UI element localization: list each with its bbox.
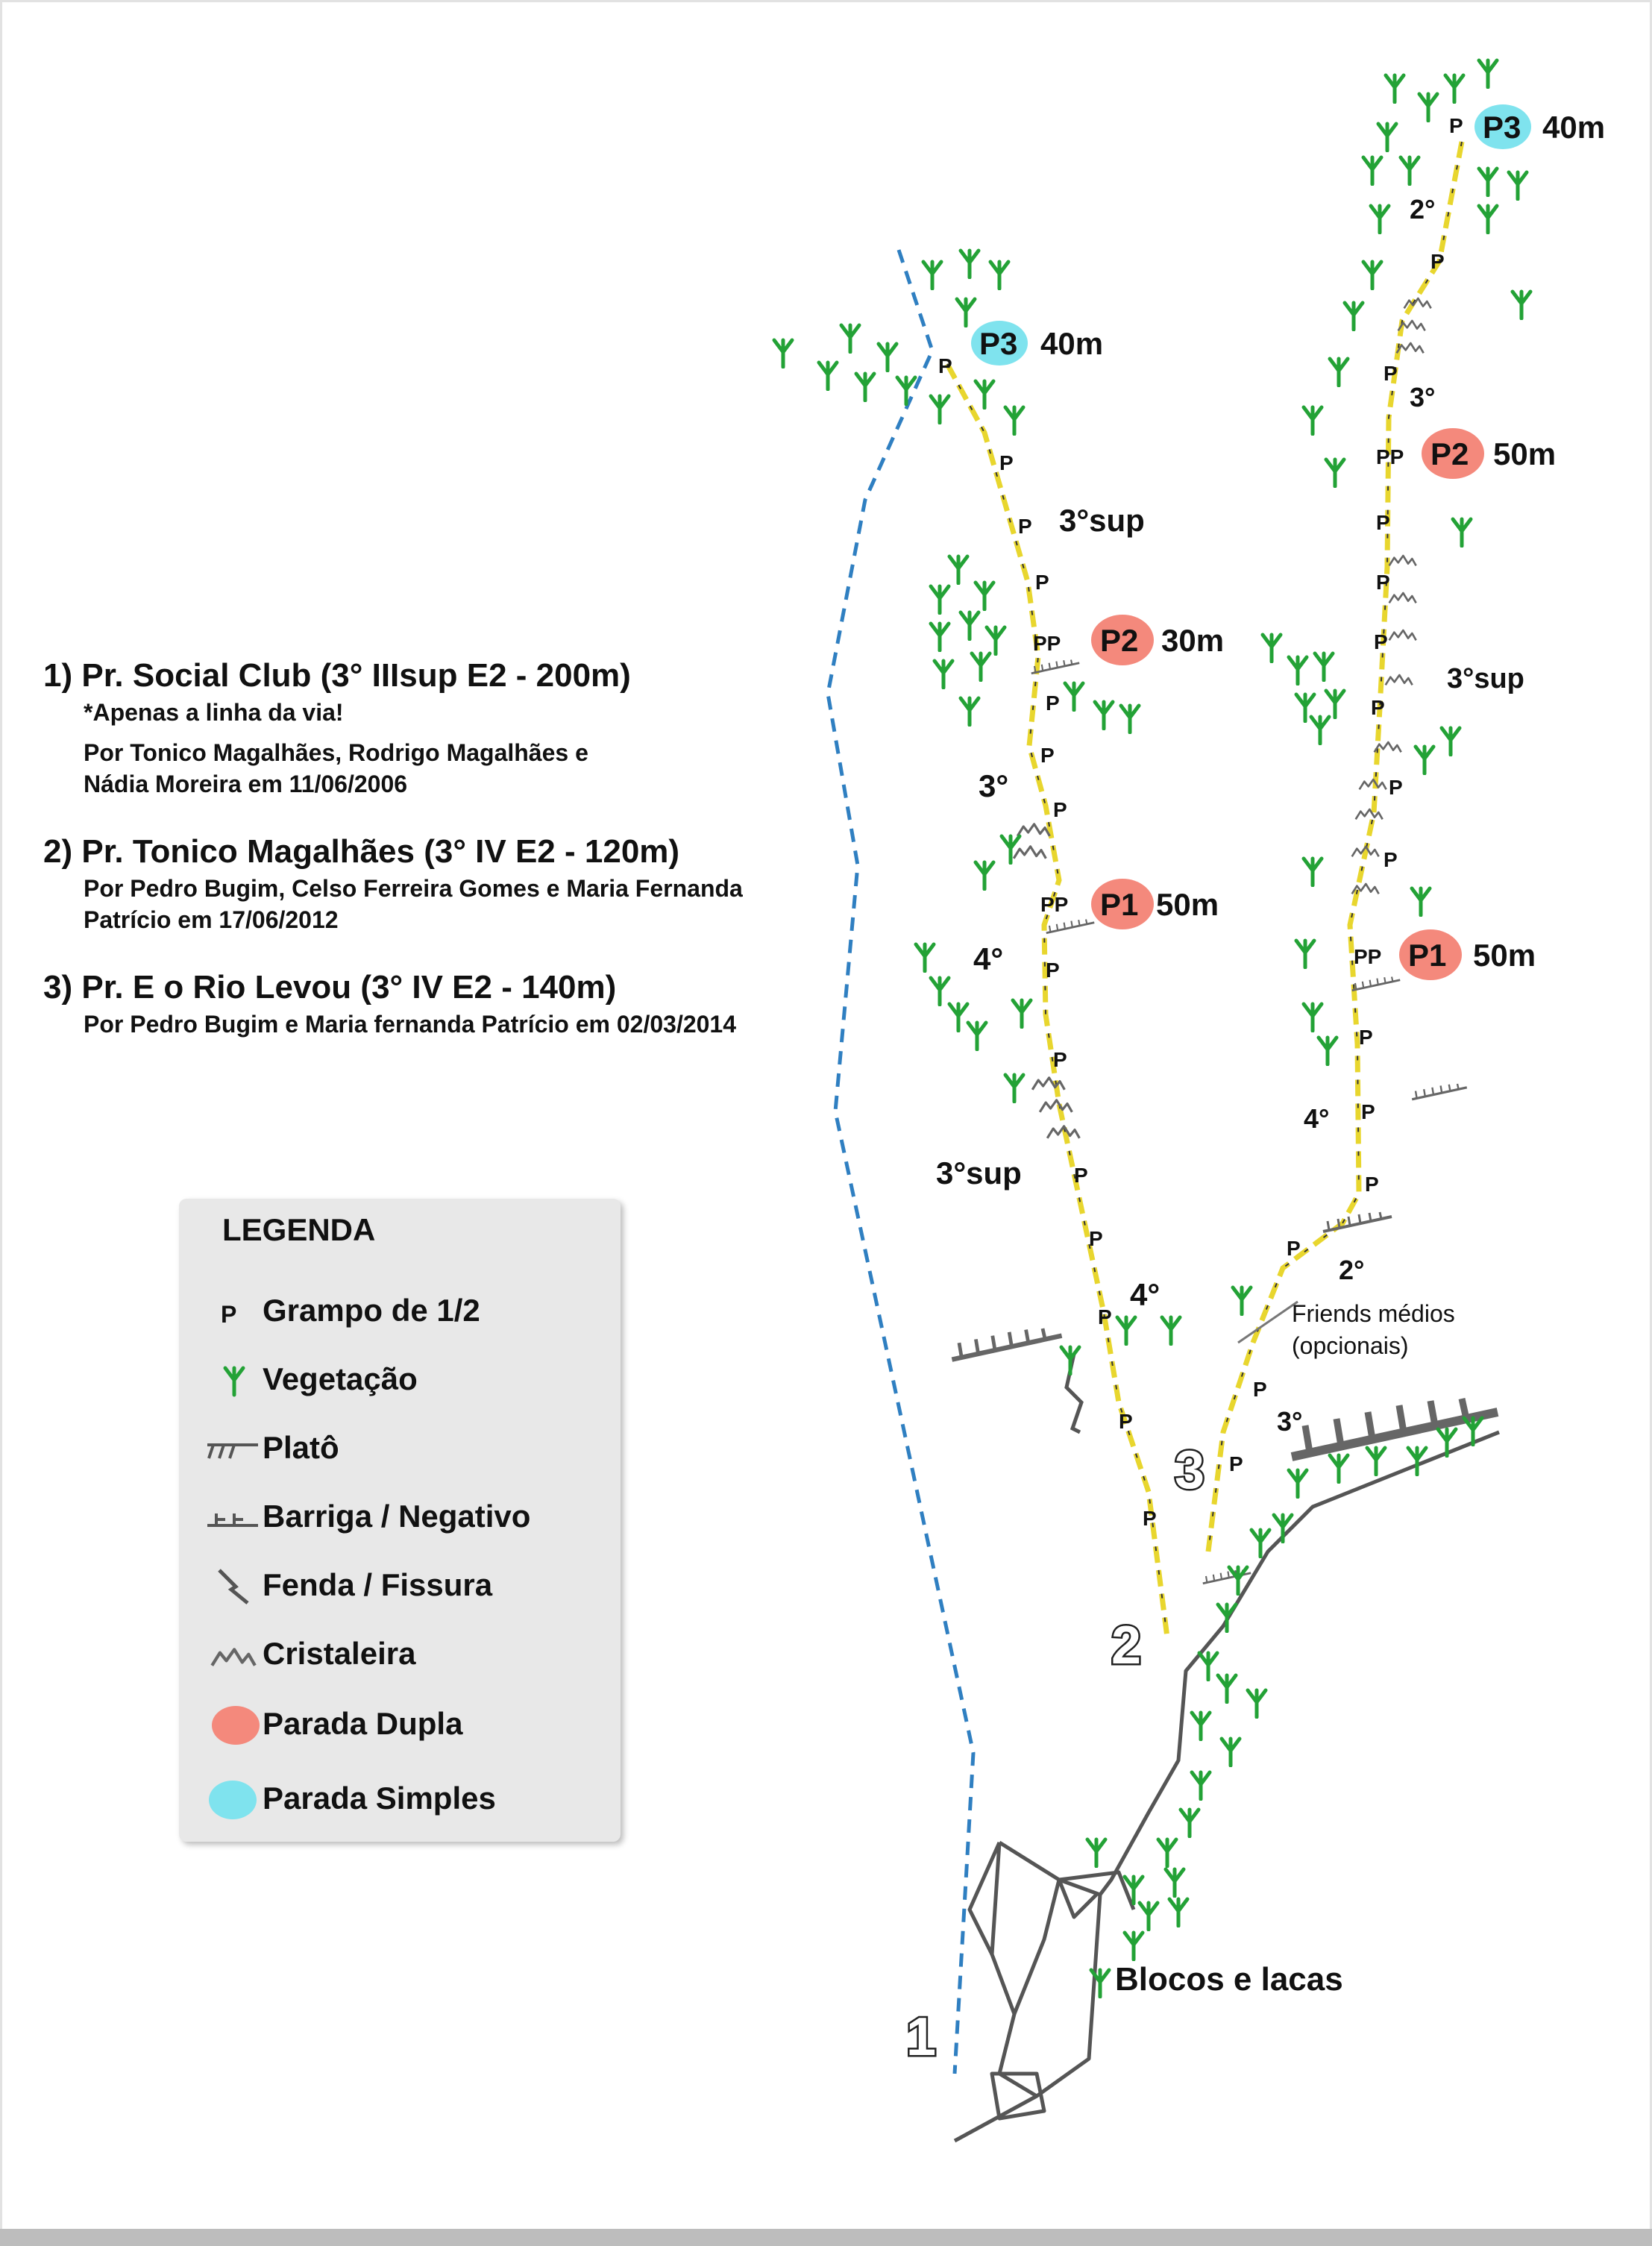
bottom-bar	[0, 2229, 1652, 2246]
plateau-icon	[201, 1427, 261, 1472]
svg-text:P: P	[1287, 1237, 1301, 1260]
route-1-title: 1) Pr. Social Club (3° IIIsup E2 - 200m)	[43, 657, 631, 694]
legend-label: Platô	[263, 1430, 339, 1465]
svg-text:P: P	[1229, 1452, 1243, 1475]
friends-note-line2: (opcionais)	[1292, 1332, 1409, 1359]
grade-label: 3°	[1277, 1406, 1303, 1437]
belay-name: P2	[1100, 623, 1139, 658]
plateau-mark	[1323, 1212, 1392, 1232]
svg-text:P: P	[999, 451, 1014, 474]
legend-item-vegetation	[179, 1351, 621, 1411]
svg-text:P: P	[1040, 744, 1055, 767]
svg-text:PP: PP	[1376, 445, 1404, 468]
legend-label: Grampo de 1/2	[263, 1293, 480, 1328]
belay-name: P1	[1408, 938, 1447, 973]
svg-text:P: P	[1384, 362, 1398, 385]
belay-name: P2	[1430, 436, 1469, 471]
grade-label: 4°	[1130, 1277, 1161, 1312]
grade-label: 4°	[1304, 1103, 1330, 1134]
svg-text:P: P	[1119, 1410, 1133, 1433]
svg-text:P: P	[1361, 1100, 1375, 1123]
svg-text:P: P	[1389, 776, 1403, 799]
single-belay-icon	[201, 1778, 261, 1822]
grade-label: 3°sup	[1447, 663, 1524, 694]
grade-label: 2°	[1339, 1255, 1365, 1285]
route-1-date: Nádia Moreira em 11/06/2006	[84, 771, 408, 797]
route-number-1: 1	[906, 2007, 937, 2067]
belay-name: P1	[1100, 887, 1139, 922]
route-2-authors: Por Pedro Bugim, Celso Ferreira Gomes e Maria Fernanda	[84, 875, 743, 902]
svg-text:P: P	[1098, 1305, 1112, 1329]
svg-text:P: P	[1384, 848, 1398, 871]
route-3-title: 3) Pr. E o Rio Levou (3° IV E2 - 140m)	[43, 969, 617, 1006]
belay-length: 50m	[1473, 938, 1536, 973]
legend-item-single-belay	[179, 1770, 621, 1830]
svg-text:P: P	[1053, 1048, 1067, 1071]
plateau-mark	[1046, 920, 1094, 933]
crystal-icon	[201, 1633, 261, 1678]
route-2-line	[947, 364, 1167, 1637]
svg-text:P: P	[1035, 571, 1049, 594]
legend-label: Parada Simples	[263, 1781, 496, 1816]
belay-name: P3	[1483, 110, 1521, 145]
plateau-mark	[1412, 1084, 1467, 1100]
legend-item-crack	[179, 1557, 621, 1616]
svg-text:P: P	[1143, 1507, 1157, 1530]
legend-label: Cristaleira	[263, 1636, 416, 1671]
legend-item-double-belay	[179, 1696, 621, 1755]
plateau-mark	[952, 1329, 1061, 1360]
boulders-label: Blocos e lacas	[1115, 1961, 1343, 1998]
svg-text:P: P	[1074, 1164, 1088, 1187]
svg-text:P: P	[1371, 696, 1385, 719]
legend-item-plateau	[179, 1420, 621, 1479]
bolt-icon	[201, 1290, 261, 1334]
double-belay-icon	[201, 1703, 261, 1748]
legend-item-overhang	[179, 1488, 621, 1548]
belay-name: P3	[979, 326, 1018, 361]
svg-text:P: P	[1046, 691, 1060, 715]
svg-text:P: P	[1365, 1173, 1379, 1196]
grade-label: 3°	[1410, 382, 1436, 413]
plateau-mark	[1292, 1399, 1498, 1457]
route-3-authors: Por Pedro Bugim e Maria fernanda Patrício em 02/03/2014	[84, 1011, 737, 1038]
legend-item-crystal	[179, 1625, 621, 1685]
legend-label: Barriga / Negativo	[263, 1499, 531, 1534]
grade-label: 2°	[1410, 194, 1436, 225]
crack-icon	[201, 1564, 261, 1609]
svg-text:P: P	[1253, 1378, 1267, 1401]
svg-text:P: P	[1376, 511, 1390, 534]
route-1-authors: Por Tonico Magalhães, Rodrigo Magalhães e	[84, 739, 588, 766]
route-2-title: 2) Pr. Tonico Magalhães (3° IV E2 - 120m)	[43, 833, 680, 870]
legend-title: LEGENDA	[222, 1212, 376, 1247]
svg-text:PP: PP	[1040, 893, 1069, 916]
svg-text:P: P	[1089, 1227, 1103, 1250]
belay-length: 40m	[1542, 110, 1606, 145]
belay-length: 50m	[1493, 436, 1557, 471]
svg-text:PP: PP	[1354, 945, 1382, 968]
route-number-3: 3	[1175, 1440, 1205, 1500]
grade-label: 3°sup	[936, 1155, 1022, 1191]
grade-label: 4°	[973, 941, 1004, 976]
legend-item-bolt	[179, 1282, 621, 1342]
svg-text:P: P	[1018, 515, 1032, 538]
svg-text:P: P	[938, 354, 952, 377]
svg-text:P: P	[1374, 630, 1388, 653]
svg-text:P: P	[1053, 798, 1067, 821]
route-1-note: *Apenas a linha da via!	[84, 699, 344, 726]
svg-text:P: P	[1376, 571, 1390, 594]
route-descriptions	[43, 655, 849, 1040]
route-2-date: Patrício em 17/06/2012	[84, 906, 339, 933]
belay-length: 50m	[1156, 887, 1219, 922]
svg-text:P: P	[1359, 1026, 1373, 1049]
svg-text:P: P	[1046, 959, 1060, 982]
legend-panel	[179, 1199, 621, 1842]
rock-outline	[955, 1432, 1499, 2141]
vegetation-icon	[201, 1358, 261, 1403]
route-number-2: 2	[1111, 1616, 1142, 1675]
friends-note-line1: Friends médios	[1292, 1300, 1455, 1327]
svg-text:PP: PP	[1033, 632, 1061, 655]
svg-text:P: P	[221, 1301, 237, 1328]
crystal-marks	[1014, 298, 1430, 1138]
legend-label: Parada Dupla	[263, 1706, 463, 1741]
legend-label: Vegetação	[263, 1361, 418, 1396]
overhang-icon	[201, 1496, 261, 1540]
belay-length: 40m	[1040, 326, 1104, 361]
grade-label: 3°sup	[1059, 503, 1145, 538]
svg-text:P: P	[1430, 250, 1445, 273]
grade-label: 3°	[979, 768, 1009, 803]
svg-text:P: P	[1449, 114, 1463, 137]
legend-label: Fenda / Fissura	[263, 1567, 493, 1602]
plateau-mark	[1352, 977, 1400, 991]
belay-length: 30m	[1161, 623, 1225, 658]
